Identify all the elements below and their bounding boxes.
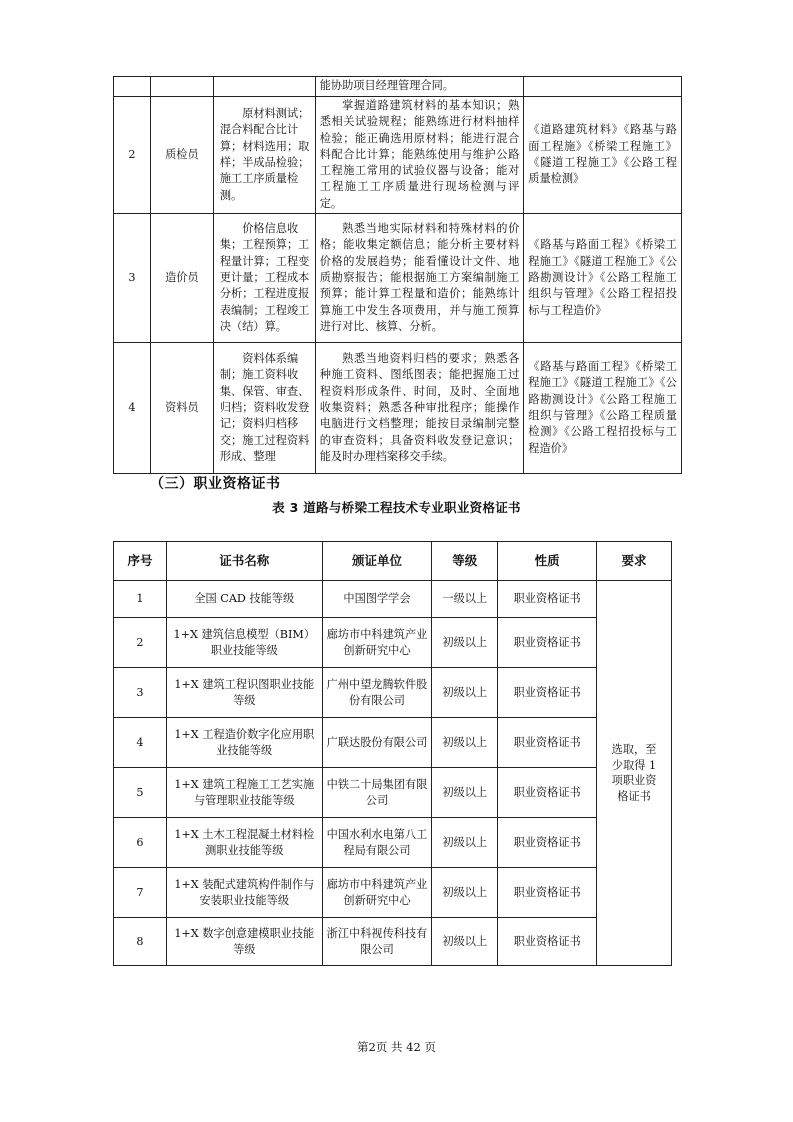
- table-header-row: [114, 542, 672, 581]
- table-row: [114, 868, 672, 918]
- cert-level: 初级以上: [432, 918, 498, 966]
- row-number: 4: [114, 343, 151, 474]
- cert-level: 初级以上: [432, 868, 498, 918]
- row-number: 2: [114, 97, 151, 214]
- role-requirements: 掌握道路建筑材料的基本知识；熟悉相关试验规程；能熟练进行材料抽样检验；能正确选用原材料；能进行混合料配合比计算；能熟练使用与维护公路工程施工常用的试验仪器与设备；能对工程施工工序质量进行现场检测与评定。: [315, 97, 524, 214]
- header-level: 等级: [432, 542, 498, 581]
- table-row: [114, 581, 672, 618]
- cert-num: 2: [114, 618, 167, 668]
- table-row: [114, 818, 672, 868]
- role-courses: 《路基与路面工程》《桥梁工程施工》《隧道工程施工》《公路勘测设计》《公路工程施工组织与管理》《公路工程质量检测》《公路工程招投标与工程造价》: [524, 343, 682, 474]
- cert-issuer: 廊坊市中科建筑产业创新研究中心: [322, 618, 432, 668]
- role-courses: 《路基与路面工程》《桥梁工程施工》《隧道工程施工》《公路勘测设计》《公路工程施工组织与管理》《公路工程招投标与工程造价》: [524, 214, 682, 343]
- cert-level: 初级以上: [432, 718, 498, 768]
- table-caption: 表 3 道路与桥梁工程技术专业职业资格证书: [272, 500, 521, 515]
- cert-name: 1+X 建筑工程识图职业技能等级: [166, 668, 322, 718]
- cert-name: 1+X 数字创意建模职业技能等级: [166, 918, 322, 966]
- table-row: [114, 343, 682, 474]
- header-requirement: 要求: [597, 542, 672, 581]
- table-row: [114, 97, 682, 214]
- table-row: [114, 718, 672, 768]
- role-tasks: 价格信息收集；工程预算；工程量计算；工程变更计量；工程成本分析；工程进度报表编制；工程竣工决（结）算。: [213, 214, 315, 343]
- cert-requirement: 选取，至少取得 1 项职业资格证书: [597, 581, 672, 966]
- cert-num: 7: [114, 868, 167, 918]
- cert-name: 全国 CAD 技能等级: [166, 581, 322, 618]
- cert-name: 1+X 工程造价数字化应用职业技能等级: [166, 718, 322, 768]
- table-row: [114, 618, 672, 668]
- cert-num: 3: [114, 668, 167, 718]
- cert-num: 6: [114, 818, 167, 868]
- cert-issuer: 中国图学学会: [322, 581, 432, 618]
- cert-num: 1: [114, 581, 167, 618]
- cert-level: 初级以上: [432, 768, 498, 818]
- role-tasks: 原材料测试；混合料配合比计算；材料选用；取样；半成品检验；施工工序质量检测。: [213, 97, 315, 214]
- cert-type: 职业资格证书: [498, 718, 597, 768]
- cert-issuer: 广州中望龙腾软件股份有限公司: [322, 668, 432, 718]
- role-name: 质检员: [150, 97, 213, 214]
- cert-type: 职业资格证书: [498, 668, 597, 718]
- cert-issuer: 中国水利水电第八工程局有限公司: [322, 818, 432, 868]
- continuation-text: 能协助项目经理管理合同。: [315, 77, 524, 97]
- table-row: [114, 768, 672, 818]
- cert-issuer: 廊坊市中科建筑产业创新研究中心: [322, 868, 432, 918]
- cert-level: 初级以上: [432, 668, 498, 718]
- cert-level: 初级以上: [432, 618, 498, 668]
- role-name: 造价员: [150, 214, 213, 343]
- role-requirements: 熟悉当地实际材料和特殊材料的价格；能收集定额信息；能分析主要材料价格的发展趋势；能看懂设计文件、地质勘察报告；能根据施工方案编制施工预算；能计算工程量和造价；能熟练计算施工中发生各项费用，并与施工预算进行对比、核算、分析。: [315, 214, 524, 343]
- cert-num: 8: [114, 918, 167, 966]
- cert-issuer: 广联达股份有限公司: [322, 718, 432, 768]
- header-type: 性质: [498, 542, 597, 581]
- header-issuer: 颁证单位: [322, 542, 432, 581]
- role-courses: 《道路建筑材料》《路基与路面工程施》《桥梁工程施工》《隧道工程施工》《公路工程质量检测》: [524, 97, 682, 214]
- table-row: [114, 668, 672, 718]
- role-tasks: 资料体系编制；施工资料收集、保管、审查、归档；资料收发登记；资料归档移交；施工过程资料形成、整理: [213, 343, 315, 474]
- cert-type: 职业资格证书: [498, 768, 597, 818]
- cert-issuer: 中铁二十局集团有限公司: [322, 768, 432, 818]
- header-name: 证书名称: [166, 542, 322, 581]
- cert-type: 职业资格证书: [498, 618, 597, 668]
- header-num: 序号: [114, 542, 167, 581]
- table-row: [114, 918, 672, 966]
- cert-name: 1+X 建筑信息模型（BIM）职业技能等级: [166, 618, 322, 668]
- cert-num: 4: [114, 718, 167, 768]
- cert-type: 职业资格证书: [498, 581, 597, 618]
- cert-level: 初级以上: [432, 818, 498, 868]
- table-row: [114, 214, 682, 343]
- cert-level: 一级以上: [432, 581, 498, 618]
- job-roles-table: [113, 76, 682, 474]
- cert-issuer: 浙江中科视传科技有限公司: [322, 918, 432, 966]
- row-number: 3: [114, 214, 151, 343]
- cert-name: 1+X 土木工程混凝土材料检测职业技能等级: [166, 818, 322, 868]
- cert-type: 职业资格证书: [498, 918, 597, 966]
- cert-name: 1+X 建筑工程施工工艺实施与管理职业技能等级: [166, 768, 322, 818]
- page-footer: 第2页 共 42 页: [357, 1040, 436, 1054]
- certificates-table: [113, 541, 672, 966]
- cert-type: 职业资格证书: [498, 868, 597, 918]
- cert-name: 1+X 装配式建筑构件制作与安装职业技能等级: [166, 868, 322, 918]
- cert-type: 职业资格证书: [498, 818, 597, 868]
- role-requirements: 熟悉当地资料归档的要求；熟悉各种施工资料、图纸图表；能把握施工过程资料形成条件、时间，及时、全面地收集资料；熟悉各种审批程序；能操作电脑进行文档整理；能按目录编制完整的审查资料；具备资料收发登记意识；能及时办理档案移交手续。: [315, 343, 524, 474]
- cert-num: 5: [114, 768, 167, 818]
- table-row: [114, 77, 682, 97]
- section-title: （三）职业资格证书: [150, 476, 281, 492]
- role-name: 资料员: [150, 343, 213, 474]
